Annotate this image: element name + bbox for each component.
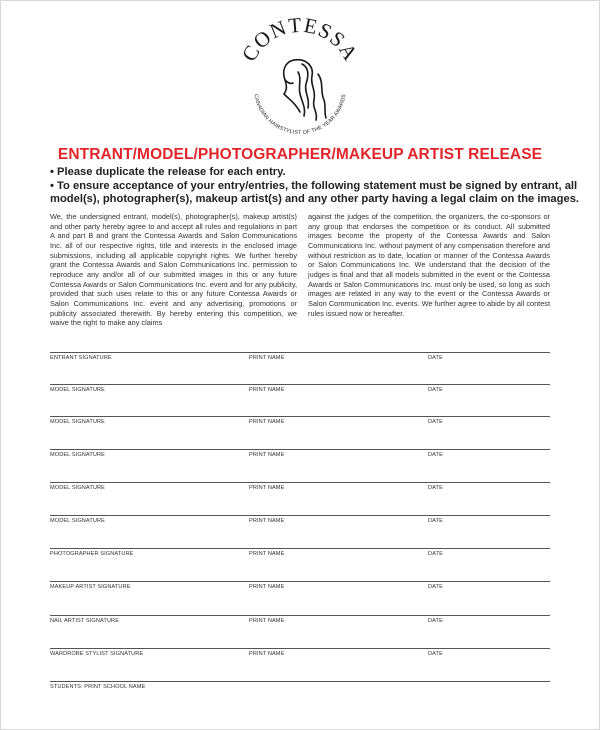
print-name-label: PRINT NAME [249,452,285,458]
logo-brand: CONTESSA [236,16,364,66]
woman-profile-icon [284,60,326,120]
date-label: DATE [428,419,443,425]
print-name-label: PRINT NAME [249,584,285,590]
signature-label: NAIL ARTIST SIGNATURE [50,618,120,624]
instruction-line: model(s), photographer(s), makeup artist(s) and any other party having a legal claim on the images. [50,193,580,206]
signature-row[interactable] [50,648,550,668]
signature-row[interactable] [50,515,550,535]
print-name-label: PRINT NAME [249,419,285,425]
signature-label: MODEL SIGNATURE [50,485,105,491]
date-label: DATE [428,518,443,524]
date-label: DATE [428,355,443,361]
release-text-right: against the judges of the competition, the organizers, the co-sponsors or any group that endorses the competition or its conduct. All submitted images become the property of the Contessa Awards and Salon Communications Inc. without payment of any compensation therefore and without restriction as to date, location or manner of the Contessa Awards or Salon Communications Inc. We understand that the decision of the judges is final and that all models submitted in the event or the Contessa Awards or Salon Communications Inc. must only be used, so long as such images are related in any way to the event or the Contessa Awards or Salon Communication Inc. events. We further agree to abide by all contest rules issued now or hereafter. [308,212,550,318]
print-name-label: PRINT NAME [249,518,285,524]
signature-label: WARDROBE STYLIST SIGNATURE [50,651,144,657]
date-label: DATE [428,551,443,557]
print-name-label: PRINT NAME [249,387,285,393]
release-text-left: We, the undersigned entrant, model(s), photographer(s), makeup artist(s) and other party hereby agree to and accept all rules and regulations in part A and part B and grant the Contessa Awards and Salon Communications Inc. all of our respective rights, title and interests in the enclosed image submissions, including all applicable copyright rights. We further hereby grant the Contessa Awards and Salon Communications Inc. permission to reproduce any and/or all of our submitted images in this or any future Contessa Awards or Salon Communications Inc. event and for any publicity, provided that such uses relate to this or any future Contessa Awards or Salon Communications Inc. event and any advertising, promotions or publicity associated therewith. By hereby entering this competition, we waive the right to make any claims [50,212,297,328]
signature-row[interactable] [50,449,550,469]
contessa-logo [232,16,368,146]
signature-label: MODEL SIGNATURE [50,518,105,524]
signature-line [50,352,550,353]
date-label: DATE [428,584,443,590]
signature-label: ENTRANT SIGNATURE [50,355,112,361]
print-name-label: PRINT NAME [249,485,285,491]
signature-line [50,581,550,582]
signature-line [50,648,550,649]
signature-row[interactable] [50,548,550,568]
signature-label: MODEL SIGNATURE [50,387,105,393]
print-name-label: PRINT NAME [249,551,285,557]
release-title: ENTRANT/MODEL/PHOTOGRAPHER/MAKEUP ARTIST RELEASE [57,146,543,163]
signature-label: MODEL SIGNATURE [50,452,105,458]
signature-label: PHOTOGRAPHER SIGNATURE [50,551,134,557]
signature-label: MAKEUP ARTIST SIGNATURE [50,584,131,590]
signature-line [50,449,550,450]
school-name-label: STUDENTS: PRINT SCHOOL NAME [50,684,146,690]
logo-tagline: CANADIAN HAIRSTYLIST OF THE YEAR AWARDS [252,93,348,137]
signature-label: MODEL SIGNATURE [50,419,105,425]
print-name-label: PRINT NAME [249,355,285,361]
svg-text:CANADIAN HAIRSTYLIST OF THE YE [252,93,347,136]
signature-line [50,681,550,682]
signature-row[interactable] [50,681,550,701]
signature-row[interactable] [50,352,550,372]
date-label: DATE [428,651,443,657]
signature-row[interactable] [50,482,550,502]
signature-line [50,482,550,483]
print-name-label: PRINT NAME [249,651,285,657]
instructions [50,166,580,207]
signature-line [50,384,550,385]
instruction-line: • To ensure acceptance of your entry/entries, the following statement must be signed by entrant, all [50,179,578,192]
date-label: DATE [428,618,443,624]
signature-line [50,515,550,516]
signature-row[interactable] [50,416,550,436]
signature-line [50,548,550,549]
print-name-label: PRINT NAME [249,618,285,624]
date-label: DATE [428,387,443,393]
signature-line [50,615,550,616]
instruction-line: • Please duplicate the release for each entry. [50,166,286,178]
svg-text:CONTESSA [237,16,363,65]
date-label: DATE [428,452,443,458]
signature-line [50,416,550,417]
date-label: DATE [428,485,443,491]
signature-row[interactable] [50,615,550,635]
signature-row[interactable] [50,384,550,404]
signature-row[interactable] [50,581,550,601]
